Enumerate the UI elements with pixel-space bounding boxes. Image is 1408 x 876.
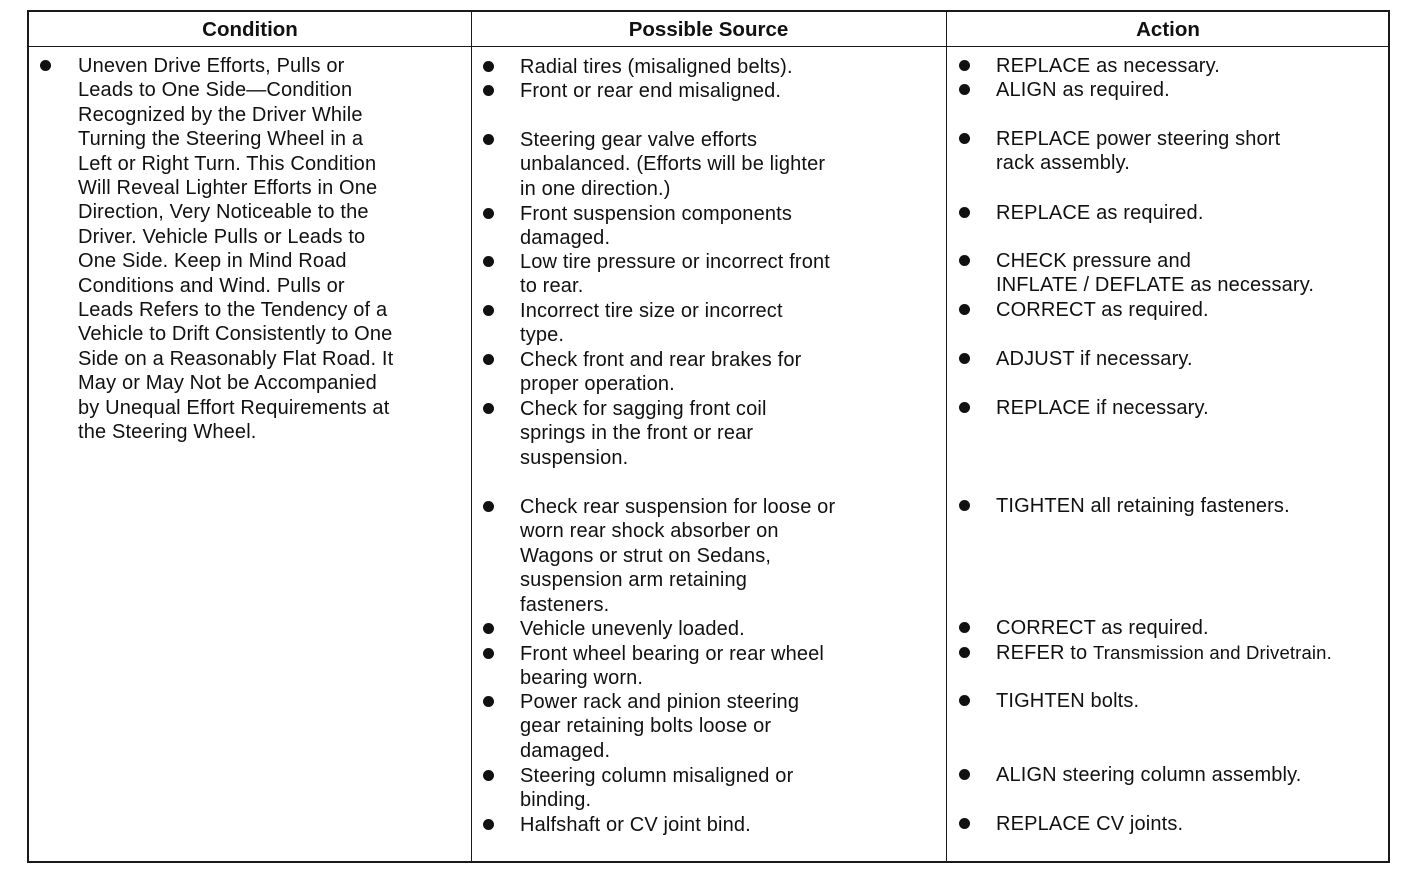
bullet-icon <box>483 403 494 414</box>
bullet-icon <box>483 819 494 830</box>
diagnosis-table <box>27 10 1390 863</box>
bullet-icon <box>959 207 970 218</box>
bullet-icon <box>959 818 970 829</box>
action-item: CORRECT as required. <box>996 299 1209 321</box>
bullet-icon <box>959 353 970 364</box>
condition-text: Uneven Drive Efforts, Pulls or Leads to One Side—Condition Recognized by the Driver While Turning the Steering Wheel in a Left or Right Turn. This Condition Will Reveal Lighter Efforts in One Direction, Very Noticeable to the Driver. Vehicle Pulls or Leads to One Side. Keep in Mind Road Conditions and Wind. Pulls or Leads Refers to the Tendency of a Vehicle to Drift Consistently to One Side on a Reasonably Flat Road. It May or May Not be Accompanied by Unequal Effort Requirements at the Steering Wheel. <box>78 55 394 444</box>
bullet-icon <box>483 134 494 145</box>
action-item: CHECK pressure and INFLATE / DEFLATE as necessary. <box>996 250 1315 297</box>
header-action: Action <box>1136 18 1200 41</box>
bullet-icon <box>959 695 970 706</box>
bullet-icon <box>483 770 494 781</box>
source-item: Check front and rear brakes for proper operation. <box>520 349 802 396</box>
header-condition: Condition <box>202 18 298 41</box>
action-item: TIGHTEN bolts. <box>996 690 1140 712</box>
action-item: ALIGN as required. <box>996 79 1170 101</box>
bullet-icon <box>483 305 494 316</box>
bullet-icon <box>959 769 970 780</box>
source-item: Power rack and pinion steering gear retaining bolts loose or damaged. <box>520 691 800 762</box>
action-item: ALIGN steering column assembly. <box>996 764 1302 786</box>
bullet-icon <box>483 696 494 707</box>
source-item: Front suspension components damaged. <box>520 203 792 250</box>
source-item: Check for sagging front coil springs in the front or rear suspension. <box>520 398 767 469</box>
action-item: REPLACE as necessary. <box>996 55 1220 77</box>
column-divider <box>471 12 472 861</box>
refer-target: Transmission and Drivetrain. <box>1092 642 1332 663</box>
action-item: CORRECT as required. <box>996 617 1209 639</box>
action-item: REPLACE CV joints. <box>996 813 1184 835</box>
bullet-icon <box>959 60 970 71</box>
header-possible-source: Possible Source <box>628 18 789 41</box>
action-item: REPLACE power steering short rack assembly. <box>996 128 1281 175</box>
bullet-icon <box>959 500 970 511</box>
refer-label: REFER to <box>996 642 1088 664</box>
bullet-icon <box>483 623 494 634</box>
source-item: Check rear suspension for loose or worn rear shock absorber on Wagons or strut on Sedans, suspension arm retaining fasteners. <box>520 496 836 616</box>
source-item: Steering column misaligned or binding. <box>520 765 794 812</box>
column-divider <box>946 12 947 861</box>
source-item: Low tire pressure or incorrect front to rear. <box>520 251 830 298</box>
bullet-icon <box>959 402 970 413</box>
bullet-icon <box>959 647 970 658</box>
action-item: REPLACE if necessary. <box>996 397 1209 419</box>
source-item: Steering gear valve efforts unbalanced. (Efforts will be lighter in one direction.) <box>520 129 826 200</box>
bullet-icon <box>483 85 494 96</box>
bullet-icon <box>959 133 970 144</box>
bullet-icon <box>483 61 494 72</box>
source-item: Front or rear end misaligned. <box>520 80 782 102</box>
bullet-icon <box>959 622 970 633</box>
bullet-icon <box>483 648 494 659</box>
source-item: Radial tires (misaligned belts). <box>520 56 793 78</box>
header-divider <box>29 46 1388 47</box>
action-item: REPLACE as required. <box>996 202 1204 224</box>
bullet-icon <box>959 304 970 315</box>
source-item: Front wheel bearing or rear wheel bearing worn. <box>520 643 824 690</box>
bullet-icon <box>483 354 494 365</box>
bullet-icon <box>40 60 51 71</box>
action-item: ADJUST if necessary. <box>996 348 1193 370</box>
bullet-icon <box>959 255 970 266</box>
source-item: Incorrect tire size or incorrect type. <box>520 300 783 347</box>
source-item: Vehicle unevenly loaded. <box>520 618 745 640</box>
action-item-refer <box>996 641 1332 665</box>
action-item: TIGHTEN all retaining fasteners. <box>996 495 1290 517</box>
bullet-icon <box>483 256 494 267</box>
bullet-icon <box>483 501 494 512</box>
source-item: Halfshaft or CV joint bind. <box>520 814 751 836</box>
bullet-icon <box>483 208 494 219</box>
bullet-icon <box>959 84 970 95</box>
